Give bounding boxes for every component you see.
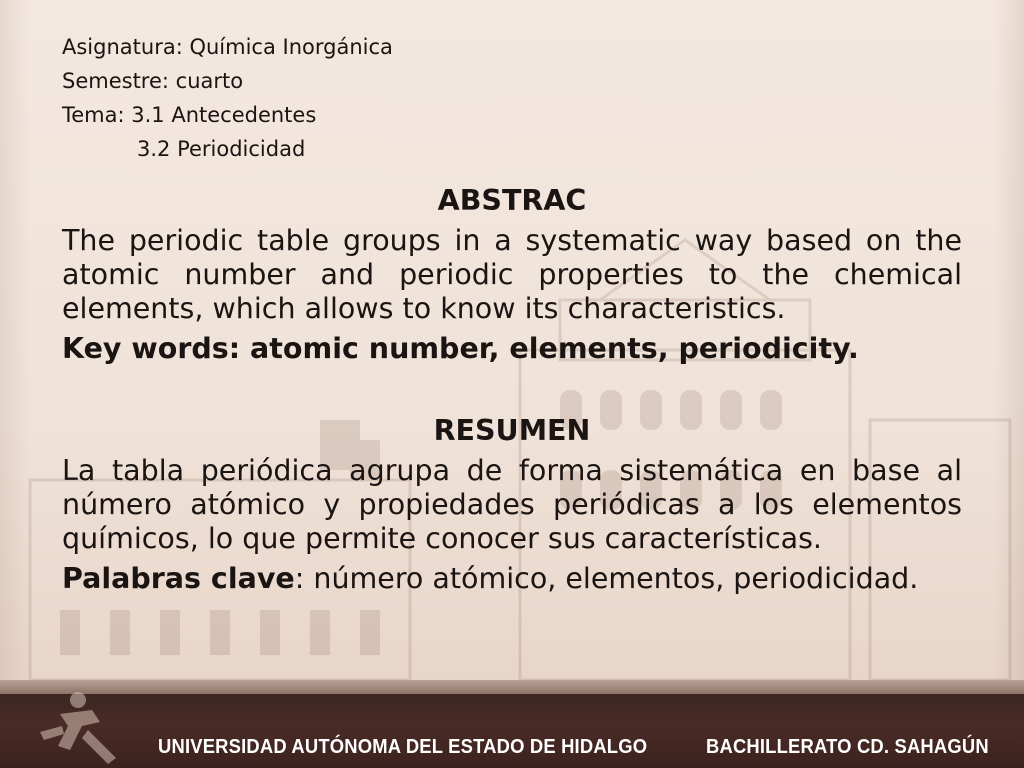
slide-content [62,178,962,596]
resumen-body: La tabla periódica agrupa de forma sistemática en base al número atómico y propiedades periódicas a los elementos químicos, lo que permite conocer sus características. [62,454,962,555]
course-info [62,30,393,166]
runner-figure-icon [0,680,170,768]
resumen-heading: RESUMEN [433,414,591,447]
subject-line: Asignatura: Química Inorgánica [62,35,393,59]
school-name: BACHILLERATO CD. SAHAGÚN [706,736,989,758]
subtopic-line: 3.2 Periodicidad [137,137,306,161]
resumen-keywords-label: Palabras clave [62,562,295,595]
abstract-keywords: Key words: atomic number, elements, periodicity. [62,332,859,365]
university-name: UNIVERSIDAD AUTÓNOMA DEL ESTADO DE HIDALGO [158,736,648,758]
topic-line: Tema: 3.1 Antecedentes [62,103,317,127]
resumen-keywords-text: : número atómico, elementos, periodicidad. [294,562,919,595]
abstract-body: The periodic table groups in a systematic way based on the atomic number and periodic properties to the chemical elements, which allows to know its characteristics. [62,224,962,325]
abstract-heading: ABSTRAC [437,184,587,217]
semester-line: Semestre: cuarto [62,69,244,93]
section-spacer [62,366,962,408]
resumen-keywords [62,562,962,596]
